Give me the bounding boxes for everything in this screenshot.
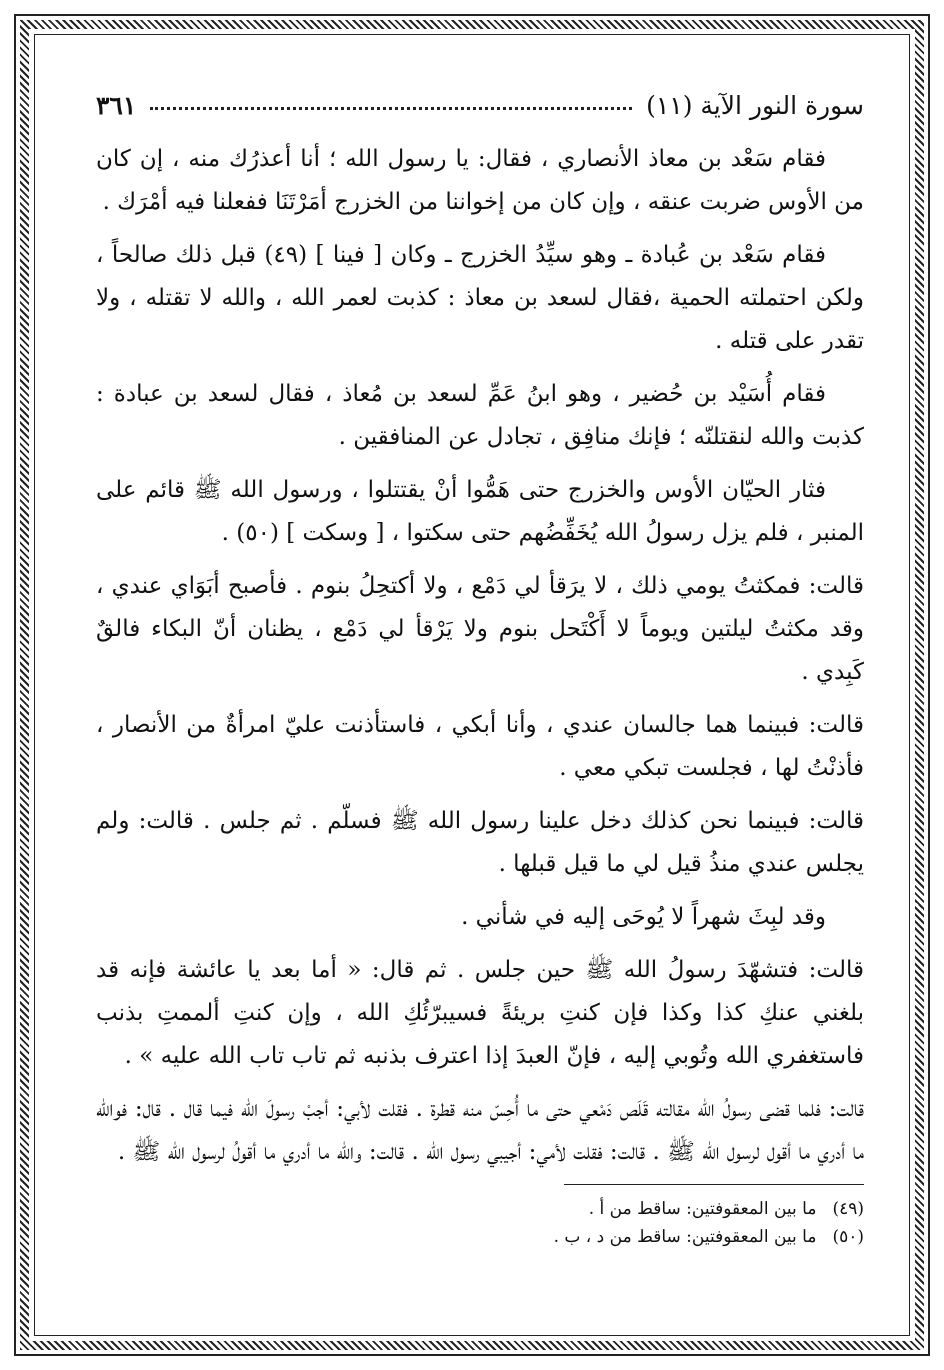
paragraph: فثار الحيّان الأوس والخزرج حتى هَمُّوا أنْ يقتتلوا ، ورسول الله ﷺ قائم على المنبر ، فلم يزل رسولُ الله يُخَفِّضُهم حتى سكتوا ، [ وسكت ] (٥٠) . [96, 477, 864, 546]
paragraph: فقام سَعْد بن عُبادة ـ وهو سيِّدُ الخزرج ـ وكان [ فينا ] (٤٩) قبل ذلك صالحاً ، ولكن احتملته الحمية ،فقال لسعد بن معاذ : كذبت لعمر الله ، والله لا تقتله ، ولا تقدر على قتله . [96, 242, 864, 354]
page-content [96, 76, 864, 1310]
page-number: ٣٦١ [96, 91, 137, 120]
paragraph: قالت: فمكثتُ يومي ذلك ، لا يرَقأ لي دَمْع ، ولا أكتحِلُ بنوم . فأصبح أبَوَاي عندي ، وقد مكثتُ ليلتين ويوماً لا أَكْتَحل بنوم ولا يَرْقأ لي دَمْع ، يظنان أنّ البكاء فالقٌ كَبِدي . [96, 573, 864, 685]
paragraph: قالت: فبينما هما جالسان عندي ، وأنا أبكي ، فاستأذنت عليّ امرأةٌ من الأنصار ، فأذنْتُ لها ، فجلست تبكي معي . [96, 712, 864, 781]
footnote-text: ما بين المعقوفتين: ساقط من د ، ب . [553, 1227, 817, 1247]
footnote-text: ما بين المعقوفتين: ساقط من أ . [588, 1199, 817, 1219]
paragraph: وقد لبِثَ شهراً لا يُوحَى إليه في شأني . [461, 904, 826, 930]
paragraph: قالت: فلما قضى رسولُ الله مقالته قَلَص دَمْعي حتى ما أُحِسّ منه قطرة . فقلت لأبي: أجبْ رسولَ الله فيما قال . قال: فوالله ما أدري ما أقول لرسول الله ﷺ . قالت: فقلت لأمي: أجيبي رسول الله . قالت: والله ما أدري ما أقولُ لرسول الله ﷺ . [96, 1096, 864, 1165]
paragraph: فقام أُسَيْد بن حُضير ، وهو ابنُ عَمِّ لسعد بن مُعاذ ، فقال لسعد بن عبادة : كذبت والله لنقتلنّه ؛ فإنك منافِق ، تجادل عن المنافقين . [96, 381, 864, 450]
footnote [96, 1223, 864, 1251]
footnote-separator [564, 1184, 864, 1185]
paragraph: قالت: فبينما نحن كذلك دخل علينا رسول الله ﷺ فسلّم . ثم جلس . قالت: ولم يجلس عندي منذُ قيل لي ما قيل قبلها . [96, 808, 864, 877]
footnote-marker: (٤٩) [832, 1199, 864, 1219]
paragraph: فقام سَعْد بن معاذ الأنصاري ، فقال: يا رسول الله ؛ أنا أعذرُك منه ، إن كان من الأوس ضربت عنقه ، وإن كان من إخواننا من الخزرج أمَرْتَنَا ففعلنا فيه أمْرَك . [96, 146, 864, 215]
header-title: سورة النور الآية (١١) [646, 91, 864, 120]
running-header [96, 76, 864, 120]
footnote [96, 1195, 864, 1223]
text-body [96, 138, 864, 1174]
paragraph: قالت: فتشهّدَ رسولُ الله ﷺ حين جلس . ثم قال: « أما بعد يا عائشة فإنه قد بلغني عنكِ كذا وكذا فإن كنتِ بريئةً فسيبرّئُكِ الله ، وإن كنتِ ألممتِ بذنب فاستغفري الله وتُوبي إليه ، فإنّ العبدَ إذا اعترف بذنبه ثم تاب تاب الله عليه » . [96, 957, 864, 1069]
footnotes [96, 1195, 864, 1251]
footnote-marker: (٥٠) [832, 1227, 864, 1247]
header-dot-leader [150, 107, 632, 110]
